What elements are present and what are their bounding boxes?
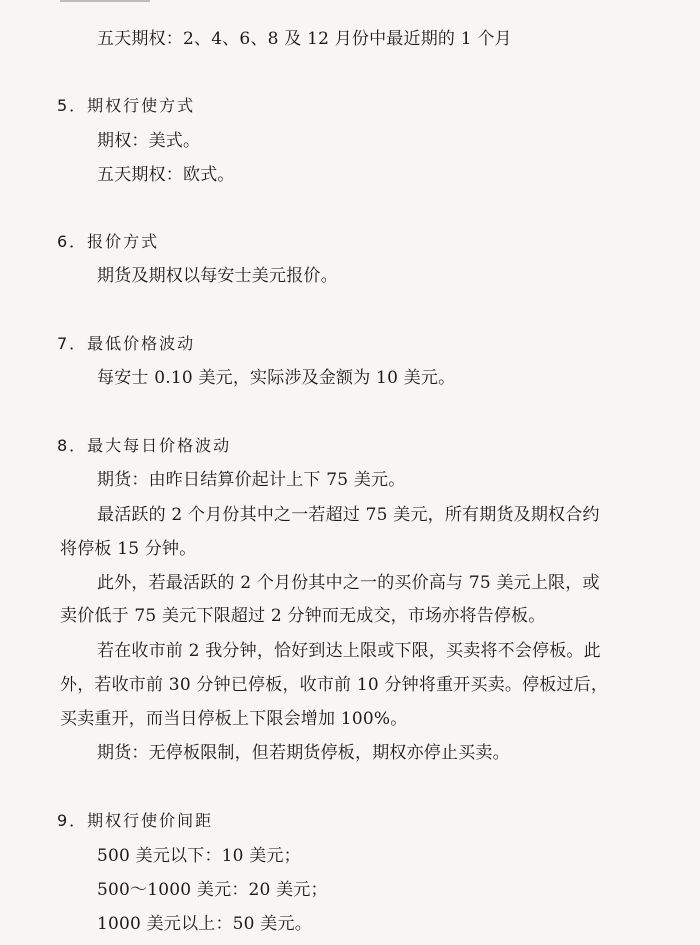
section-7-heading: 7．最低价格波动	[57, 334, 196, 353]
five-day-option-months: 五天期权：2、4、6、8 及 12 月份中最近期的 1 个月	[97, 29, 512, 49]
section-7-line-1: 每安士 0.10 美元，实际涉及金额为 10 美元。	[97, 368, 456, 388]
section-8-para-3-line-1: 此外，若最活跃的 2 个月份其中之一的买价高与 75 美元上限，或	[97, 573, 600, 593]
section-8-para-2-line-1: 最活跃的 2 个月份其中之一若超过 75 美元，所有期货及期权合约	[97, 505, 600, 525]
cut-off-top-line	[60, 0, 150, 2]
section-5-line-1: 期权：美式。	[97, 131, 201, 151]
section-5-heading: 5．期权行使方式	[57, 96, 196, 115]
section-6-heading: 6．报价方式	[57, 232, 160, 251]
section-8-para-4-line-3: 买卖重开，而当日停板上下限会增加 100%。	[60, 709, 408, 729]
section-9-heading: 9．期权行使价间距	[57, 811, 214, 830]
section-5-line-2: 五天期权：欧式。	[97, 165, 235, 185]
section-8-para-2-line-2: 将停板 15 分钟。	[60, 539, 197, 559]
section-8-line-1: 期货：由昨日结算价起计上下 75 美元。	[97, 470, 406, 490]
section-9-line-1: 500 美元以下：10 美元；	[97, 846, 301, 866]
section-8-line-5: 期货：无停板限制，但若期货停板，期权亦停止买卖。	[97, 743, 510, 763]
section-8-para-3-line-2: 卖价低于 75 美元下限超过 2 分钟而无成交，市场亦将告停板。	[60, 606, 546, 626]
section-8-para-4-line-1: 若在收市前 2 我分钟，恰好到达上限或下限，买卖将不会停板。此	[97, 641, 601, 661]
section-9-line-3: 1000 美元以上：50 美元。	[97, 914, 312, 934]
section-6-line-1: 期货及期权以每安士美元报价。	[97, 266, 338, 286]
section-8-heading: 8．最大每日价格波动	[57, 436, 232, 455]
section-8-para-4-line-2: 外，若收市前 30 分钟已停板，收市前 10 分钟将重开买卖。停板过后，	[60, 675, 609, 695]
section-9-line-2: 500～1000 美元：20 美元；	[97, 880, 328, 900]
